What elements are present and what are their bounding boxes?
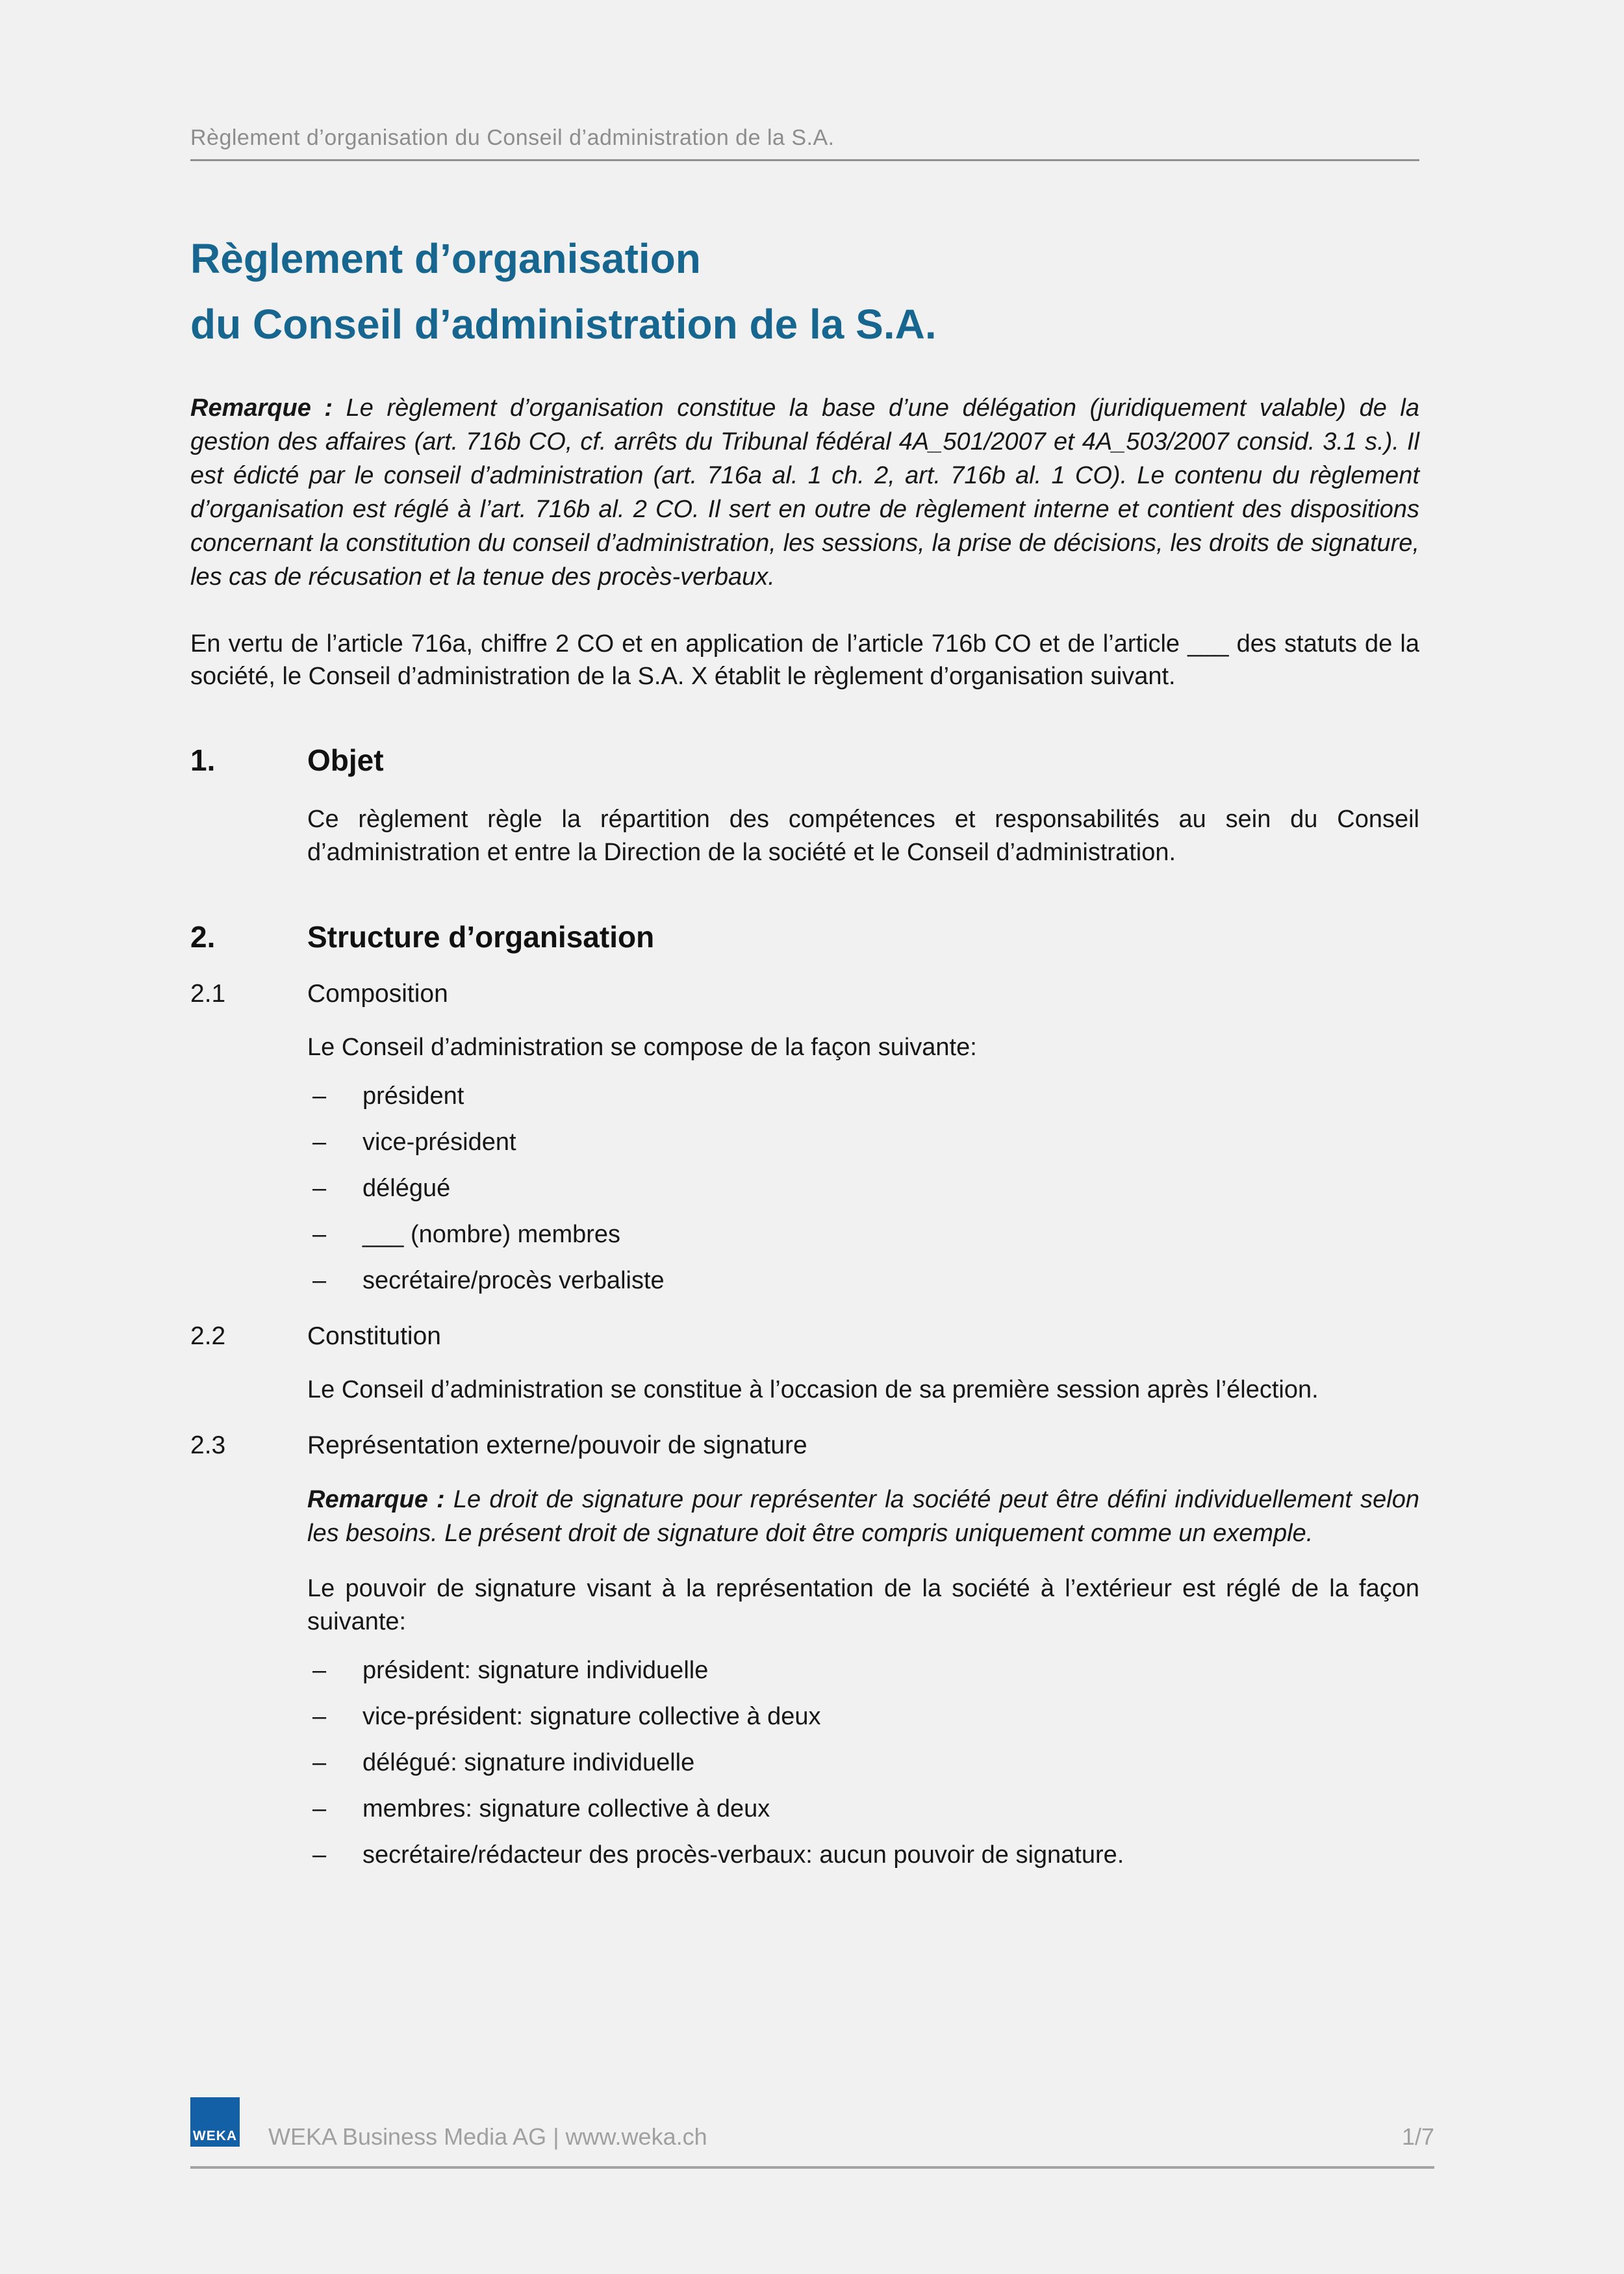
document-title	[190, 226, 1419, 357]
section-1-heading	[190, 742, 1419, 778]
page-number: 1/7	[1401, 2123, 1434, 2150]
page-content	[190, 0, 1419, 1872]
subsection-22-body: Le Conseil d’administration se constitue à l’occasion de sa première session après l’élection.	[307, 1376, 1319, 1403]
dash-marker: –	[312, 1175, 327, 1202]
list-item-text: secrétaire/procès verbaliste	[362, 1267, 665, 1294]
dash-marker: –	[312, 1703, 327, 1730]
list-item	[312, 1264, 1419, 1297]
list-item-text: délégué: signature individuelle	[362, 1749, 695, 1776]
section-1-title: Objet	[307, 743, 384, 777]
signature-list	[312, 1654, 1419, 1872]
list-item-text: membres: signature collective à deux	[362, 1795, 770, 1822]
subsection-23-title: Représentation externe/pouvoir de signature	[307, 1431, 807, 1459]
dash-marker: –	[312, 1841, 327, 1869]
subsection-21-heading	[190, 978, 1419, 1009]
weka-logo-text: WEKA	[192, 2128, 238, 2143]
subsection-21-intro: Le Conseil d’administration se compose de la façon suivante:	[307, 1034, 977, 1061]
subsection-21-title: Composition	[307, 980, 448, 1008]
footer-company-text: WEKA Business Media AG | www.weka.ch	[268, 2123, 707, 2150]
list-item-text: vice-président: signature collective à deux	[362, 1703, 821, 1730]
header-rule	[190, 159, 1419, 161]
list-item	[312, 1839, 1419, 1872]
dash-marker: –	[312, 1657, 327, 1684]
section-2-heading	[190, 919, 1419, 955]
section-2-title: Structure d’organisation	[307, 920, 655, 954]
list-item	[312, 1654, 1419, 1687]
list-item	[312, 1126, 1419, 1159]
list-item	[312, 1080, 1419, 1113]
subsection-23-body: Le pouvoir de signature visant à la représentation de la société à l’extérieur est réglé de la façon suivante:	[307, 1575, 1419, 1635]
preamble-paragraph: En vertu de l’article 716a, chiffre 2 CO et en application de l’article 716b CO et de l’article ___ des statuts de la société, le Conseil d’administration de la S.A. X établit le règlement d’organisation suivant.	[190, 630, 1419, 690]
list-item	[312, 1793, 1419, 1826]
document-title-line1: Règlement d’organisation	[190, 235, 701, 282]
list-item	[312, 1746, 1419, 1780]
subsection-21-number: 2.1	[190, 980, 226, 1008]
remark-text: Le règlement d’organisation constitue la base d’une délégation (juridiquement valable) de la gestion des affaires (art. 716b CO, cf. arrêts du Tribunal fédéral 4A_501/2007 et 4A_503/2007 consid. 3.1 s.). Il est édicté par le conseil d’administration (art. 716a al. 1 ch. 2, art. 716b al. 1 CO). Le contenu du règlement d’organisation est réglé à l’art. 716b al. 2 CO. Il sert en outre de règlement interne et contient des dispositions concernant la constitution du conseil d’administration, les sessions, la prise de décisions, les droits de signature, les cas de récusation et la tenue des procès-verbaux.	[190, 394, 1419, 591]
list-item-text: secrétaire/rédacteur des procès-verbaux: aucun pouvoir de signature.	[362, 1841, 1124, 1869]
footer-rule	[190, 2166, 1434, 2169]
subsection-23-heading	[190, 1430, 1419, 1461]
list-item-text: président: signature individuelle	[362, 1657, 709, 1684]
dash-marker: –	[312, 1795, 327, 1822]
intro-remark	[190, 391, 1419, 594]
dash-marker: –	[312, 1129, 327, 1156]
section-1-body: Ce règlement règle la répartition des compétences et responsabilités au sein du Conseil d’administration et entre la Direction de la société et le Conseil d’administration.	[307, 806, 1419, 866]
section-2-number: 2.	[190, 920, 216, 954]
remark-label: Remarque :	[307, 1486, 445, 1513]
list-item-text: délégué	[362, 1175, 451, 1202]
list-item	[312, 1700, 1419, 1733]
composition-list	[312, 1080, 1419, 1297]
subsection-22-number: 2.2	[190, 1322, 226, 1350]
list-item	[312, 1218, 1419, 1251]
subsection-22-title: Constitution	[307, 1322, 441, 1350]
dash-marker: –	[312, 1749, 327, 1776]
subsection-23-number: 2.3	[190, 1431, 226, 1459]
subsection-22-heading	[190, 1321, 1419, 1351]
list-item-text: vice-président	[362, 1129, 516, 1156]
subsection-23-remark	[307, 1483, 1419, 1550]
remark-text: Le droit de signature pour représenter la société peut être défini individuellement selon les besoins. Le présent droit de signature doit être compris uniquement comme un exemple.	[307, 1486, 1420, 1547]
running-header: Règlement d’organisation du Conseil d’administration de la S.A.	[190, 125, 835, 150]
document-title-line2: du Conseil d’administration de la S.A.	[190, 301, 937, 348]
list-item-text: ___ (nombre) membres	[362, 1221, 621, 1248]
section-1-number: 1.	[190, 743, 216, 777]
list-item-text: président	[362, 1082, 464, 1110]
remark-label: Remarque :	[190, 394, 333, 422]
dash-marker: –	[312, 1267, 327, 1294]
dash-marker: –	[312, 1221, 327, 1248]
dash-marker: –	[312, 1082, 327, 1110]
list-item	[312, 1172, 1419, 1205]
